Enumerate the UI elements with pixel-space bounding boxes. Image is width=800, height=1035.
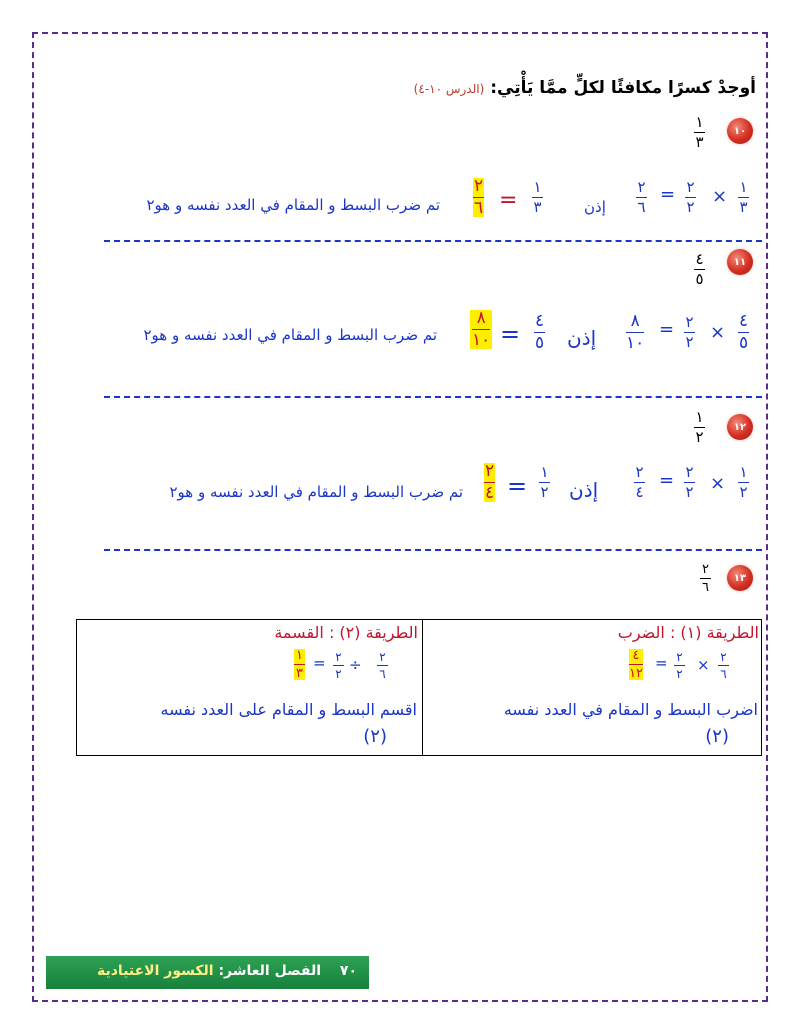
answer-fraction: ٢ ٦: [474, 176, 484, 218]
conclusion-lhs-fraction: ١ ٢: [540, 463, 549, 501]
given-fraction: ١ ٣: [695, 113, 704, 151]
multiplier-fraction: ٢ ٢: [685, 313, 694, 351]
equals-sign: =: [499, 188, 518, 213]
then-word: إذن: [569, 478, 599, 502]
instruction-text: أوجدْ كسرًا مكافئًا لكلٍّ ممَّا يَأْتِي:: [490, 78, 756, 98]
methods-table: [76, 619, 762, 756]
answer-fraction: ٨ ١٠: [472, 308, 491, 350]
method-1-fraction-a: ٢ ٦: [718, 651, 729, 680]
equals-sign: =: [659, 319, 675, 340]
explanation-note: تم ضرب البسط و المقام في العدد نفسه و هو٢: [143, 326, 437, 344]
divide-sign: ÷: [349, 656, 362, 674]
conclusion-lhs-fraction: ١ ٣: [533, 178, 542, 216]
chapter-label: الفصل العاشر:: [218, 963, 322, 979]
equals-sign: =: [313, 654, 326, 672]
equals-sign: =: [500, 320, 521, 348]
method-1-title: الطريقة (١) : الضرب: [617, 623, 759, 642]
explanation-note: تم ضرب البسط و المقام في العدد نفسه و هو٢: [146, 196, 440, 214]
answer-fraction: ٢ ٤: [485, 461, 495, 503]
problem-badge-12: ١٢: [727, 414, 753, 440]
footer-text: [97, 963, 357, 979]
footer-band: [46, 956, 369, 989]
method-1-description: اضرب البسط و المقام في العدد نفسه: [503, 700, 758, 719]
problem-badge-13: ١٣: [727, 565, 753, 591]
times-sign: ×: [697, 656, 710, 674]
explanation-note: تم ضرب البسط و المقام في العدد نفسه و هو٢: [169, 483, 463, 501]
equals-sign: =: [659, 470, 675, 491]
problem-badge-11: ١١: [727, 249, 753, 275]
given-fraction: ٤ ٥: [695, 250, 704, 288]
product-fraction: ٢ ٤: [635, 463, 644, 501]
equals-sign: =: [655, 654, 668, 672]
instruction: [414, 78, 756, 98]
page-border: [32, 32, 768, 1002]
separator: [104, 240, 762, 242]
method-2-fraction-b: ٢ ٢: [333, 651, 344, 680]
multiplier-fraction: ٢ ٢: [686, 178, 695, 216]
product-fraction: ٢ ٦: [637, 178, 646, 216]
problem-badge-10: ١٠: [727, 118, 753, 144]
separator: [104, 396, 762, 398]
given-fraction: ١ ٢: [695, 408, 704, 446]
then-word: إذن: [584, 198, 606, 216]
method-2-factor: (٢): [363, 726, 387, 747]
times-sign: ×: [710, 322, 726, 343]
factor-fraction: ١ ٢: [739, 463, 748, 501]
conclusion-lhs-fraction: ٤ ٥: [535, 311, 545, 353]
lesson-reference: (الدرس ١٠-٤): [413, 82, 485, 96]
method-1-result: ٤ ١٢: [629, 648, 643, 681]
method-1-factor: (٢): [705, 726, 729, 747]
multiplier-fraction: ٢ ٢: [685, 463, 694, 501]
product-fraction: ٨ ١٠: [626, 311, 645, 353]
method-2-fraction-a: ٢ ٦: [377, 651, 388, 680]
separator: [104, 549, 762, 551]
table-divider: [422, 620, 423, 755]
given-fraction: ٢ ٦: [700, 563, 711, 594]
times-sign: ×: [712, 186, 728, 207]
method-1-fraction-b: ٢ ٢: [674, 651, 685, 680]
then-word: إذن: [567, 326, 597, 350]
page-number: ٧٠: [339, 963, 357, 979]
method-2-title: الطريقة (٢) : القسمة: [274, 623, 418, 642]
factor-fraction: ١ ٣: [739, 178, 748, 216]
chapter-subject: الكسور الاعتيادية: [97, 963, 214, 979]
method-2-description: اقسم البسط و المقام على العدد نفسه: [160, 700, 417, 719]
method-2-result: ١ ٣: [294, 649, 305, 680]
equals-sign: =: [507, 472, 528, 500]
equals-sign: =: [660, 184, 676, 205]
times-sign: ×: [710, 473, 726, 494]
factor-fraction: ٤ ٥: [739, 311, 749, 353]
